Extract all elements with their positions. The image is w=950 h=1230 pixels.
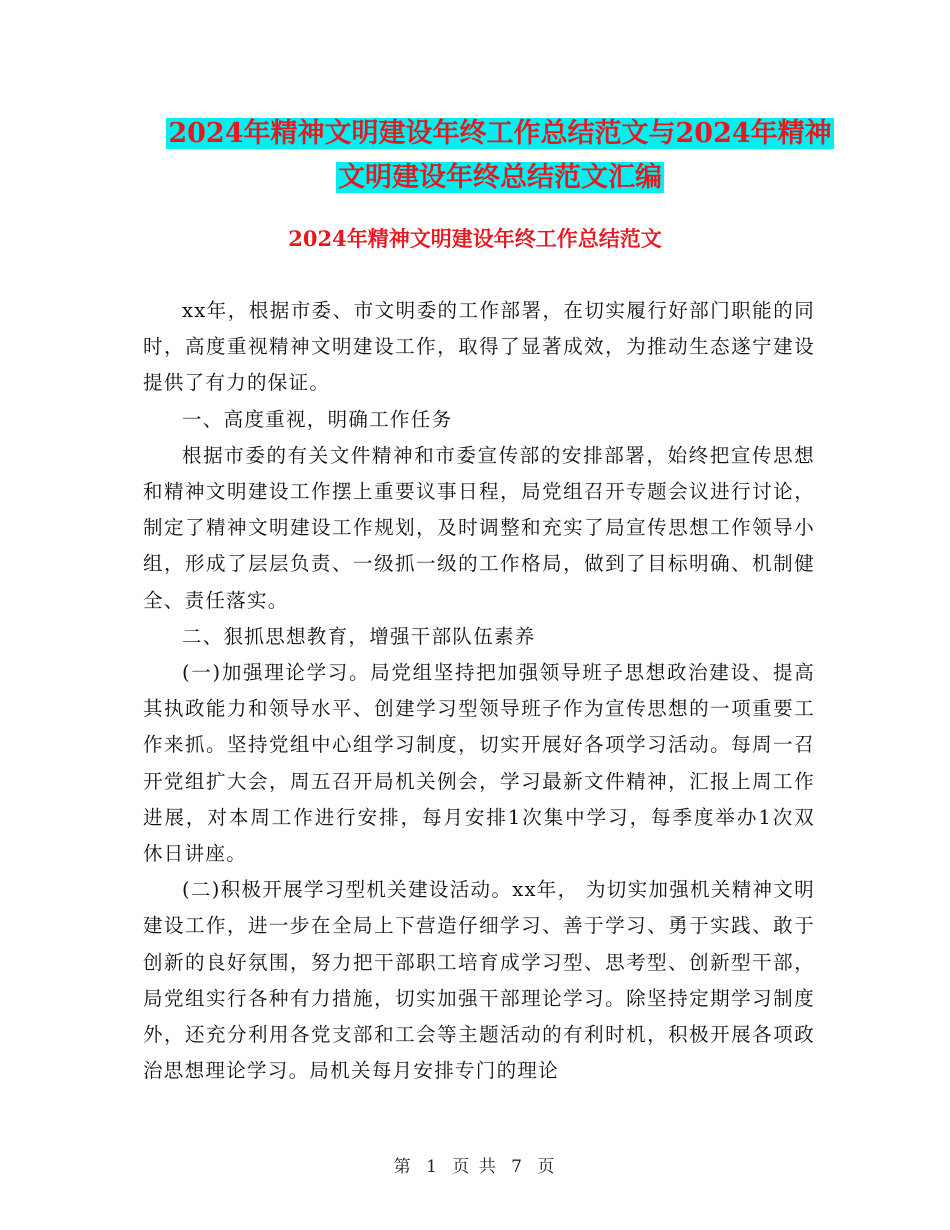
footer-page-total: 7	[511, 1157, 524, 1177]
paragraph-section-1: 根据市委的有关文件精神和市委宣传部的安排部署，始终把宣传思想和精神文明建设工作摆上重要议事日程，局党组召开专题会议进行讨论，制定了精神文明建设工作规划，及时调整和充实了局宣传思想工作领导小组，形成了层层负责、一级抓一级的工作格局，做到了目标明确、机制健全、责任落实。	[143, 443, 815, 612]
footer-prefix: 第	[393, 1157, 413, 1177]
paragraph-intro: xx年，根据市委、市文明委的工作部署，在切实履行好部门职能的同时，高度重视精神文明建设工作，取得了显著成效，为推动生态遂宁建设提供了有力的保证。	[143, 299, 815, 395]
paragraph-learning-organization: (二)积极开展学习型机关建设活动。xx年， 为切实加强机关精神文明建设工作，进一步在全局上下营造仔细学习、善于学习、勇于实践、敢于创新的良好氛围，努力把干部职工培育成学习型、思考型、创新型干部，局党组实行各种有力措施，切实加强干部理论学习。除坚持定期学习制度外，还充分利用各党支部和工会等主题活动的有利时机，积极开展各项政治思想理论学习。局机关每月安排专门的理论	[143, 878, 815, 1083]
document-title	[130, 112, 870, 200]
document-title-line-1: 2024年精神文明建设年终工作总结范文与2024年精神	[168, 118, 832, 149]
footer-middle: 页 共	[452, 1157, 498, 1177]
document-body	[143, 293, 815, 1089]
document-title-line-2: 文明建设年终总结范文汇编	[338, 162, 662, 193]
heading-section-1: 一、高度重视，明确工作任务	[182, 407, 453, 431]
section-title: 2024年精神文明建设年终工作总结范文	[288, 226, 662, 251]
page-footer	[0, 1152, 950, 1177]
footer-suffix: 页	[537, 1157, 557, 1177]
paragraph-theory-study: (一)加强理论学习。局党组坚持把加强领导班子思想政治建设、提高其执政能力和领导水平、创建学习型领导班子作为宣传思想的一项重要工作来抓。坚持党组中心组学习制度，切实开展好各项学习活动。每周一召开党组扩大会，周五召开局机关例会，学习最新文件精神，汇报上周工作进展，对本周工作进行安排，每月安排1次集中学习，每季度举办1次双休日讲座。	[143, 661, 815, 866]
heading-section-2: 二、狠抓思想教育，增强干部队伍素养	[182, 624, 536, 648]
footer-page-current: 1	[426, 1157, 439, 1177]
